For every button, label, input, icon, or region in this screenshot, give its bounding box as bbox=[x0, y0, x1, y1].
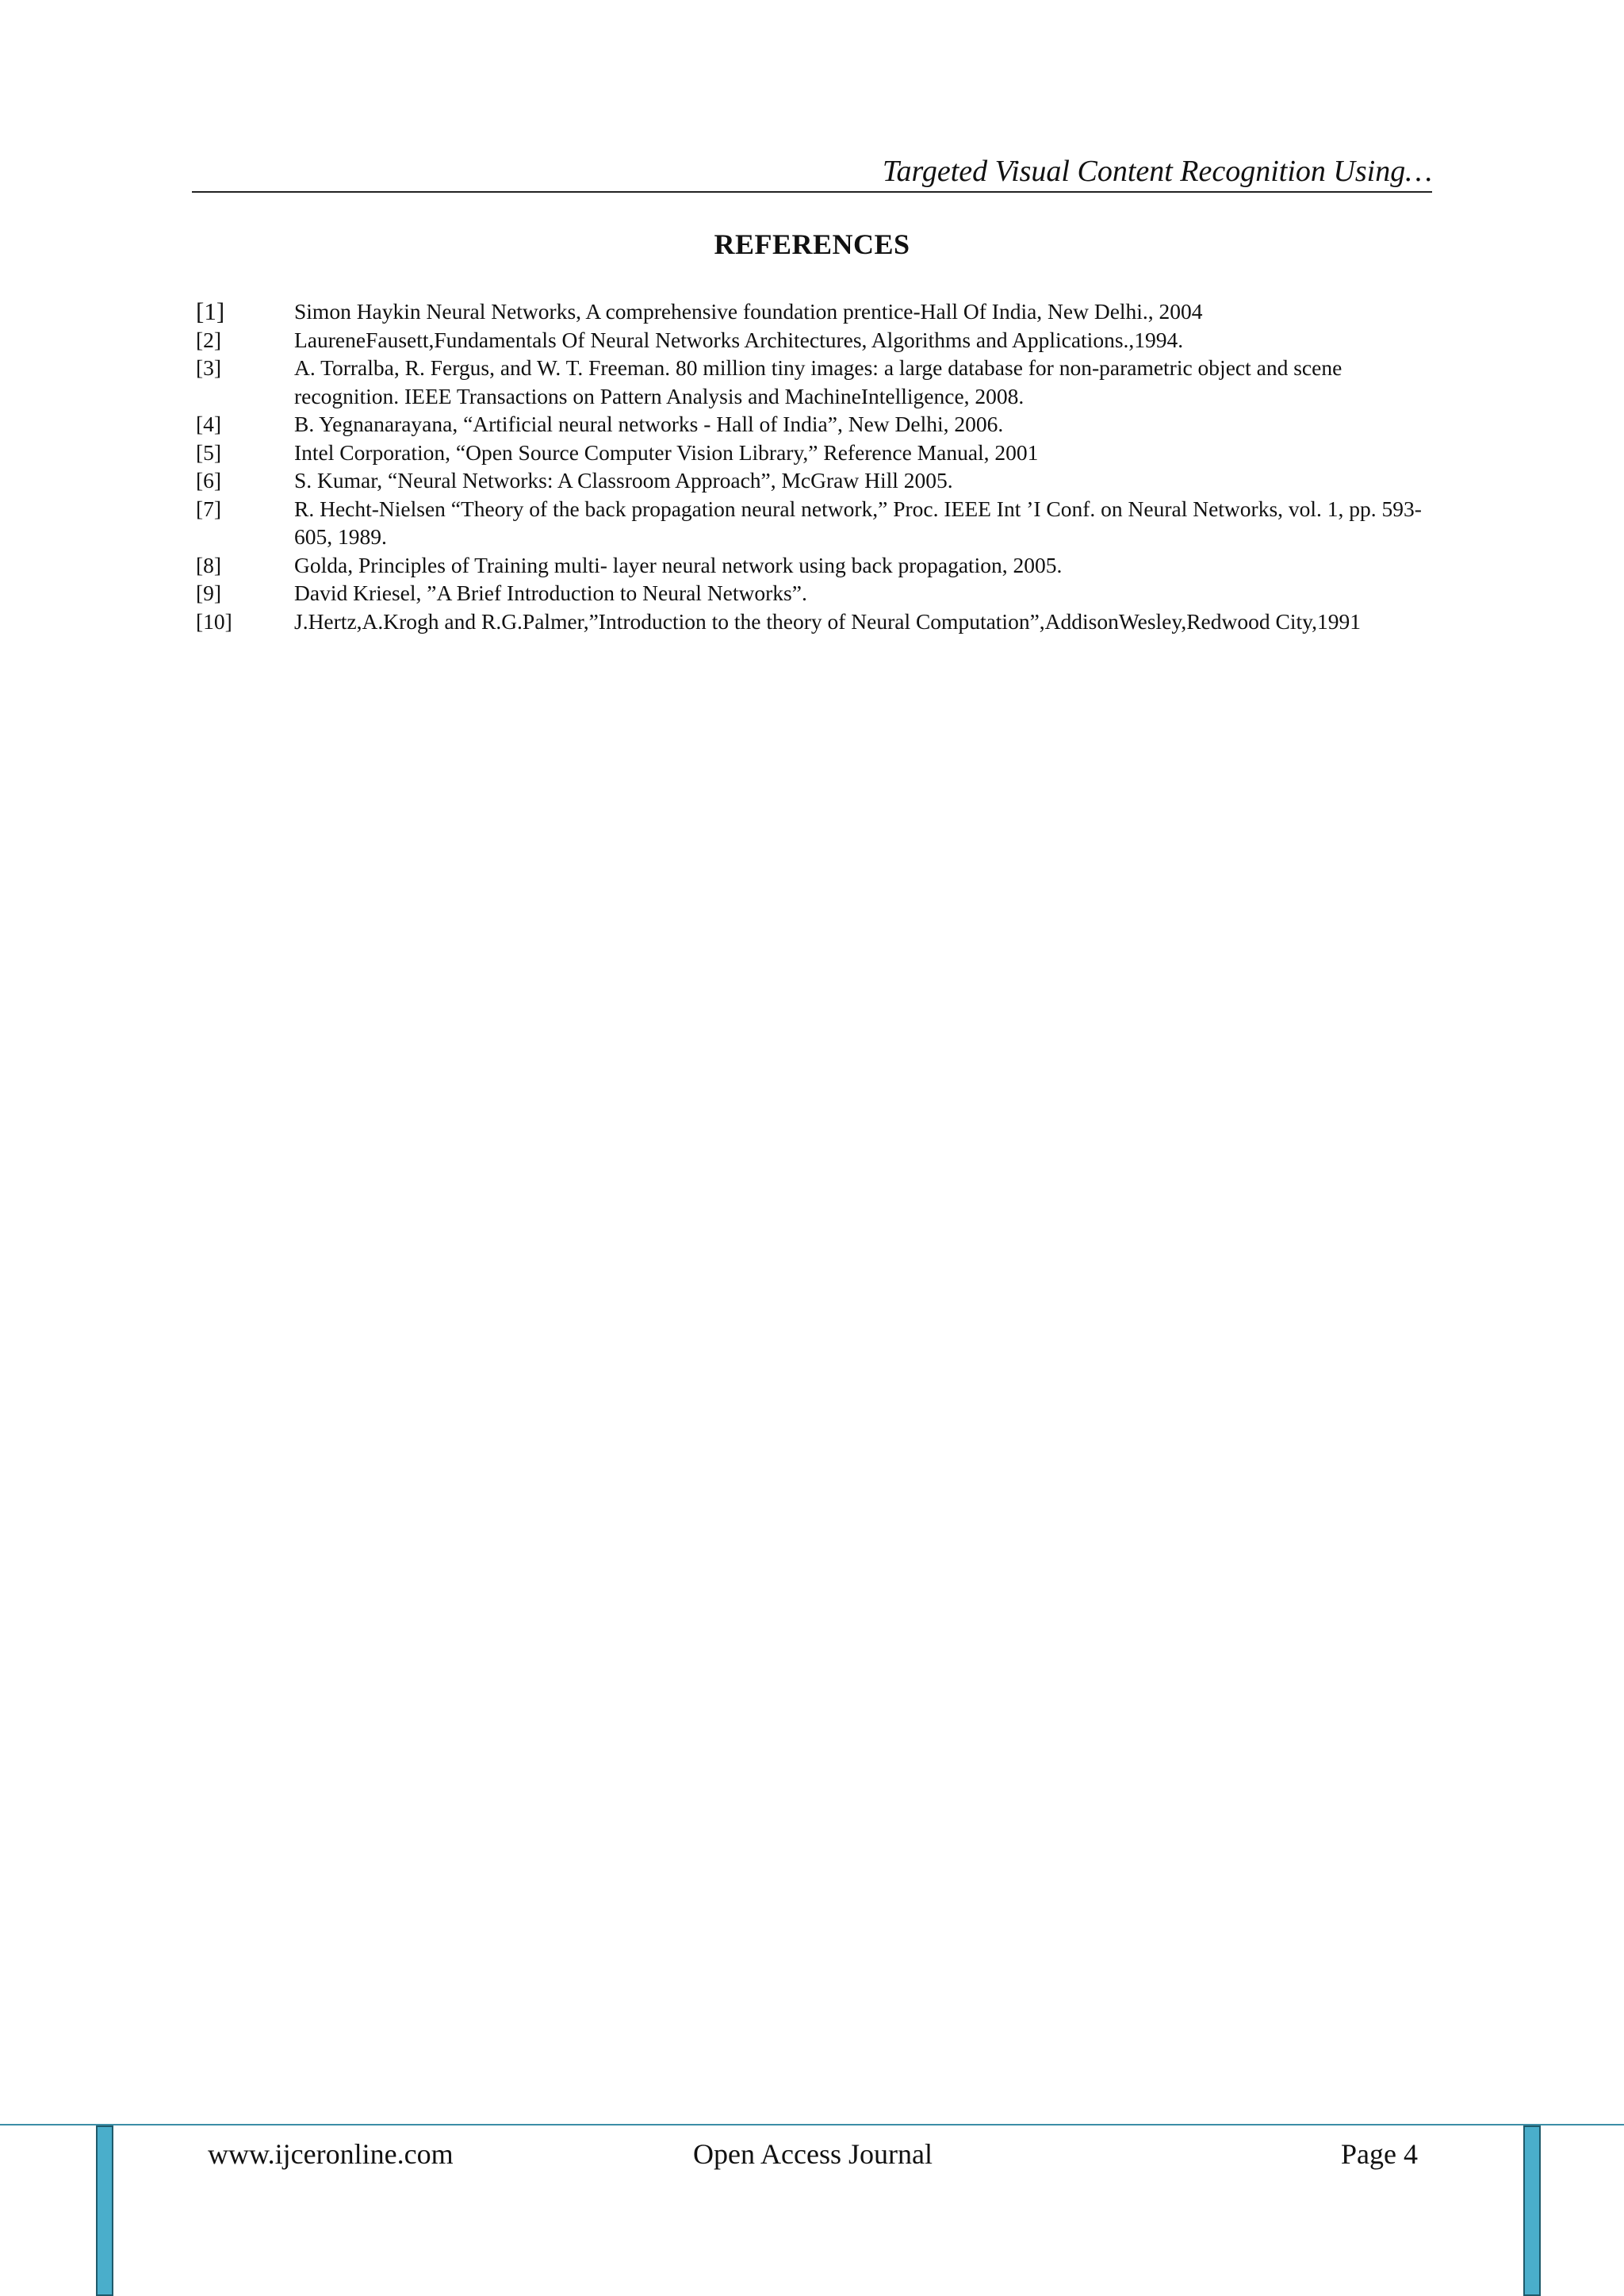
footer-page-number: Page 4 bbox=[1341, 2138, 1418, 2170]
reference-number: [9] bbox=[196, 581, 222, 605]
reference-item bbox=[196, 466, 1433, 495]
reference-item bbox=[196, 326, 1433, 355]
reference-number: [2] bbox=[196, 327, 222, 352]
reference-item bbox=[196, 297, 1433, 326]
reference-text: Simon Haykin Neural Networks, A comprehensive foundation prentice-Hall Of India, New Delhi., 2004 bbox=[294, 299, 1203, 324]
reference-text: A. Torralba, R. Fergus, and W. T. Freeman. 80 million tiny images: a large database for non-parametric object and scene recognition. IEEE Transactions on Pattern Analysis and MachineIntelligence, 2008. bbox=[294, 355, 1342, 408]
footer-website: www.ijceronline.com bbox=[208, 2138, 454, 2170]
footer-left-bar bbox=[96, 2125, 113, 2296]
header-divider bbox=[192, 191, 1432, 193]
reference-number: [7] bbox=[196, 496, 222, 521]
reference-item bbox=[196, 608, 1433, 636]
reference-number: [3] bbox=[196, 355, 222, 380]
reference-item bbox=[196, 579, 1433, 608]
reference-item bbox=[196, 410, 1433, 439]
footer-divider bbox=[0, 2124, 1624, 2125]
page-footer bbox=[208, 2135, 1418, 2173]
footer-right-bar bbox=[1523, 2125, 1541, 2296]
reference-text: David Kriesel, ”A Brief Introduction to Neural Networks”. bbox=[294, 581, 807, 605]
reference-item bbox=[196, 354, 1433, 410]
reference-item bbox=[196, 551, 1433, 580]
reference-list bbox=[196, 297, 1433, 635]
reference-number: [10] bbox=[196, 608, 232, 634]
reference-text: LaureneFausett,Fundamentals Of Neural Networks Architectures, Algorithms and Applications.,1994. bbox=[294, 327, 1184, 352]
reference-item bbox=[196, 439, 1433, 467]
reference-text: B. Yegnanarayana, “Artificial neural networks - Hall of India”, New Delhi, 2006. bbox=[294, 412, 1004, 436]
reference-number: [8] bbox=[196, 552, 222, 577]
reference-number: [1] bbox=[196, 297, 225, 325]
section-title: REFERENCES bbox=[714, 228, 910, 260]
reference-text: Intel Corporation, “Open Source Computer Vision Library,” Reference Manual, 2001 bbox=[294, 439, 1039, 465]
reference-text: Golda, Principles of Training multi- layer neural network using back propagation, 2005. bbox=[294, 552, 1063, 577]
reference-number: [5] bbox=[196, 439, 222, 465]
reference-number: [6] bbox=[196, 468, 222, 493]
reference-text: S. Kumar, “Neural Networks: A Classroom Approach”, McGraw Hill 2005. bbox=[294, 468, 953, 493]
reference-text: R. Hecht-Nielsen “Theory of the back propagation neural network,” Proc. IEEE Int ’I Conf. on Neural Networks, vol. 1, pp. 593-605, 1989. bbox=[294, 496, 1422, 549]
running-header: Targeted Visual Content Recognition Using… bbox=[882, 155, 1432, 188]
reference-text: J.Hertz,A.Krogh and R.G.Palmer,”Introduction to the theory of Neural Computation”,AddisonWesley,Redwood City,1991 bbox=[294, 608, 1361, 634]
reference-item bbox=[196, 495, 1433, 551]
reference-number: [4] bbox=[196, 412, 222, 436]
footer-journal: Open Access Journal bbox=[693, 2138, 933, 2170]
